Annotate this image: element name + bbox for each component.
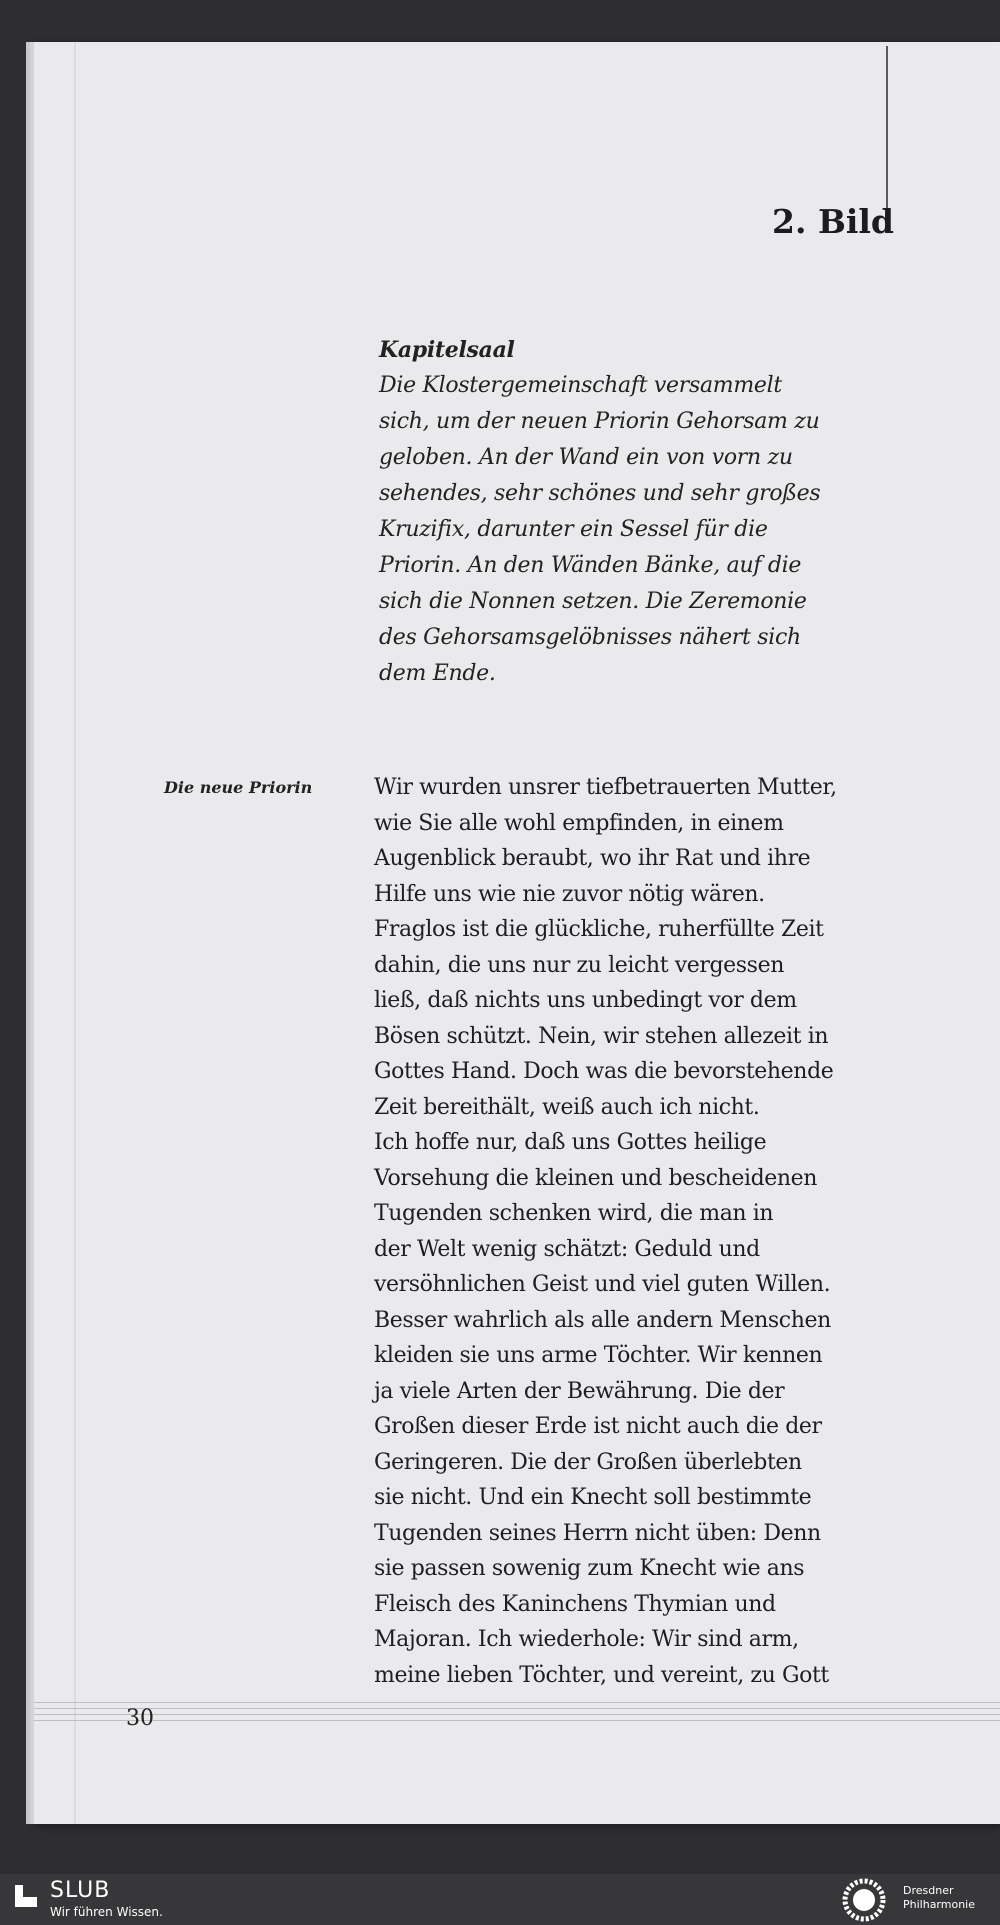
slub-logo-icon xyxy=(14,1884,38,1908)
speech-line: ja viele Arten der Bewährung. Die der xyxy=(374,1378,785,1404)
footer-rules xyxy=(34,1702,1000,1732)
speech-line: Ich hoffe nur, daß uns Gottes heilige xyxy=(374,1130,767,1155)
stage-line: dem Ende. xyxy=(379,661,496,686)
book-page xyxy=(34,42,1000,1824)
speech-line: Geringeren. Die der Großen überlebten xyxy=(374,1449,802,1475)
speech-line: Vorsehung die kleinen und bescheidenen xyxy=(374,1165,818,1191)
viewer-footer-bar xyxy=(0,1874,1000,1925)
speech-line: Zeit bereithält, weiß auch ich nicht. xyxy=(374,1094,760,1120)
stage-line: sehendes, sehr schönes und sehr großes xyxy=(379,481,821,506)
speech-line: sie nicht. Und ein Knecht soll bestimmte xyxy=(374,1485,812,1510)
stage-line: geloben. An der Wand ein von vorn zu xyxy=(379,445,793,470)
footer-rule xyxy=(34,1702,1000,1703)
speaker-name: Die neue Priorin xyxy=(164,778,313,797)
speech-line: Fleisch des Kaninchens Thymian und xyxy=(374,1591,776,1617)
speech-line: Großen dieser Erde ist nicht auch die der xyxy=(374,1414,822,1439)
speech-line: kleiden sie uns arme Töchter. Wir kennen xyxy=(374,1343,823,1368)
philharmonie-line1: Dresdner xyxy=(903,1884,954,1897)
page-edge-shadow xyxy=(74,42,76,1824)
philharmonie-logo-icon xyxy=(842,1878,886,1922)
footer-rule xyxy=(34,1714,1000,1715)
stage-line: des Gehorsamsgelöbnisses nähert sich xyxy=(379,625,801,650)
speech-line: Tugenden seines Herrn nicht üben: Denn xyxy=(374,1520,821,1546)
stage-line: sich die Nonnen setzen. Die Zeremonie xyxy=(379,589,807,614)
speech-line: dahin, die uns nur zu leicht vergessen xyxy=(374,952,784,978)
speech-line: ließ, daß nichts uns unbedingt vor dem xyxy=(374,988,797,1013)
speech-line: versöhnlichen Geist und viel guten Willen. xyxy=(374,1272,831,1297)
stage-line: sich, um der neuen Priorin Gehorsam zu xyxy=(379,409,820,434)
speech-line: sie passen sowenig zum Knecht wie ans xyxy=(374,1556,805,1581)
footer-rule xyxy=(34,1720,1000,1721)
stage-line: Priorin. An den Wänden Bänke, auf die xyxy=(379,553,802,578)
speech-line: Augenblick beraubt, wo ihr Rat und ihre xyxy=(374,846,811,871)
page-number: 30 xyxy=(126,1706,154,1731)
speech-line: Fraglos ist die glückliche, ruherfüllte Zeit xyxy=(374,917,824,942)
margin-rule xyxy=(886,46,888,226)
speech-line: Majoran. Ich wiederhole: Wir sind arm, xyxy=(374,1627,799,1652)
philharmonie-line2: Philharmonie xyxy=(903,1898,975,1911)
stage-direction xyxy=(379,332,899,692)
speech-line: Bösen schützt. Nein, wir stehen allezeit in xyxy=(374,1023,829,1049)
speech-line: wie Sie alle wohl empfinden, in einem xyxy=(374,810,784,836)
stage-line: Kruzifix, darunter ein Sessel für die xyxy=(379,517,768,542)
speech-line: Besser wahrlich als alle andern Menschen xyxy=(374,1307,831,1333)
speech-line: Hilfe uns wie nie zuvor nötig wären. xyxy=(374,881,765,907)
speech-line: der Welt wenig schätzt: Geduld und xyxy=(374,1236,760,1262)
speech-line: Wir wurden unsrer tiefbetrauerten Mutter, xyxy=(374,775,837,800)
chapter-title: 2. Bild xyxy=(772,202,894,241)
stage-line: Die Klostergemeinschaft versammelt xyxy=(379,373,782,398)
slub-slogan: Wir führen Wissen. xyxy=(50,1905,163,1919)
speech-line: meine lieben Töchter, und vereint, zu Gott xyxy=(374,1662,829,1688)
philharmonie-name xyxy=(903,1884,975,1912)
slub-name: SLUB xyxy=(50,1878,111,1903)
speech-line: Gottes Hand. Doch was die bevorstehende xyxy=(374,1059,834,1084)
stage-heading: Kapitelsaal xyxy=(379,337,515,363)
speech-line: Tugenden schenken wird, die man in xyxy=(374,1201,774,1226)
speech-text xyxy=(374,770,914,1693)
footer-rule xyxy=(34,1708,1000,1709)
